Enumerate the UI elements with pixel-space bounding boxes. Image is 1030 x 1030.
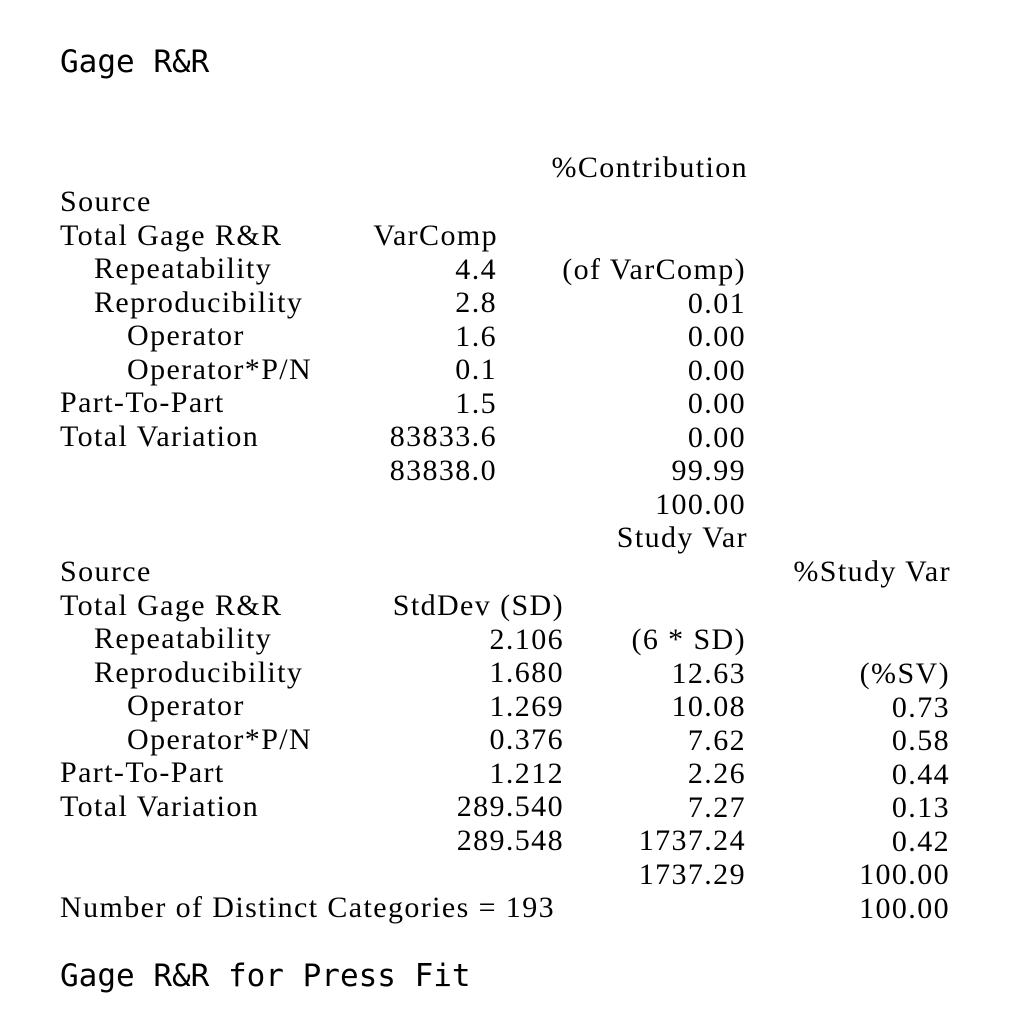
pct-studyvar-cell: 0.73 <box>891 691 950 724</box>
varcomp-cell: 2.8 <box>455 286 497 319</box>
contrib-cell: 99.99 <box>671 454 746 487</box>
source-cell: Reproducibility <box>94 656 304 689</box>
pct-studyvar-cell: 0.42 <box>891 825 950 858</box>
studyvar-header: (6 * SD) <box>631 623 746 656</box>
stddev-cell: 1.212 <box>489 757 564 790</box>
source-cell: Total Gage R&R <box>60 219 283 252</box>
stddev-header: StdDev (SD) <box>392 589 564 622</box>
source-cell: Operator <box>127 689 245 722</box>
source-cell: Operator <box>127 319 245 352</box>
stddev-cell: 1.269 <box>489 690 564 723</box>
pct-studyvar-header: (%SV) <box>859 657 950 690</box>
studyvar-cell: 7.62 <box>687 724 746 757</box>
varcomp-cell: 83833.6 <box>389 420 497 453</box>
contrib-cell: 0.00 <box>687 421 746 454</box>
source-cell: Repeatability <box>94 252 273 285</box>
stddev-cell: 1.680 <box>489 656 564 689</box>
pct-studyvar-cell: 0.58 <box>891 724 950 757</box>
varcomp-cell: 83838.0 <box>389 454 497 487</box>
pct-studyvar-cell: 100.00 <box>859 858 950 891</box>
stddev-cell: 289.540 <box>456 790 564 823</box>
varcomp-cell: 1.6 <box>455 320 497 353</box>
source-cell: Part-To-Part <box>60 386 225 419</box>
studyvar-cell: 12.63 <box>671 657 746 690</box>
source-cell: Total Variation <box>60 790 260 823</box>
source-cell: Total Variation <box>60 420 260 453</box>
contrib-header: (of VarComp) <box>562 253 746 286</box>
source-cell: Operator*P/N <box>127 353 313 386</box>
stddev-cell: 289.548 <box>456 824 564 857</box>
contrib-cell: 0.00 <box>687 387 746 420</box>
source-cell: Total Gage R&R <box>60 589 283 622</box>
contrib-cell: 100.00 <box>655 488 746 521</box>
studyvar-cell: 10.08 <box>671 690 746 723</box>
studyvar-cell: 2.26 <box>687 757 746 790</box>
source-cell: Operator*P/N <box>127 723 313 756</box>
source-cell: Part-To-Part <box>60 756 225 789</box>
varcomp-header-row-top <box>0 117 1030 184</box>
pct-studyvar-cell: 0.44 <box>891 758 950 791</box>
pct-studyvar-cell: 100.00 <box>859 892 950 925</box>
varcomp-header: VarComp <box>373 219 498 252</box>
studyvar-header-top: Study Var <box>616 521 748 554</box>
studyvar-cell: 1737.29 <box>638 858 746 891</box>
section-title: Gage R&R for Press Fit <box>60 958 471 994</box>
page-title: Gage R&R <box>60 44 210 80</box>
pct-studyvar-cell: 0.13 <box>891 791 950 824</box>
studyvar-cell: 7.27 <box>687 791 746 824</box>
contrib-header-top: %Contribution <box>551 151 748 184</box>
source-cell: Repeatability <box>94 622 273 655</box>
distinct-categories-text: Number of Distinct Categories = 193 <box>60 891 556 924</box>
contrib-cell: 0.00 <box>687 354 746 387</box>
varcomp-cell: 4.4 <box>455 253 497 286</box>
pct-studyvar-header-top: %Study Var <box>793 555 951 588</box>
contrib-cell: 0.01 <box>687 287 746 320</box>
varcomp-cell: 0.1 <box>455 353 497 386</box>
stddev-cell: 0.376 <box>489 723 564 756</box>
stddev-cell: 2.106 <box>489 623 564 656</box>
source-header: Source <box>60 185 152 218</box>
varcomp-cell: 1.5 <box>455 387 497 420</box>
contrib-cell: 0.00 <box>687 320 746 353</box>
source-header: Source <box>60 555 152 588</box>
studyvar-cell: 1737.24 <box>638 824 746 857</box>
source-cell: Reproducibility <box>94 286 304 319</box>
